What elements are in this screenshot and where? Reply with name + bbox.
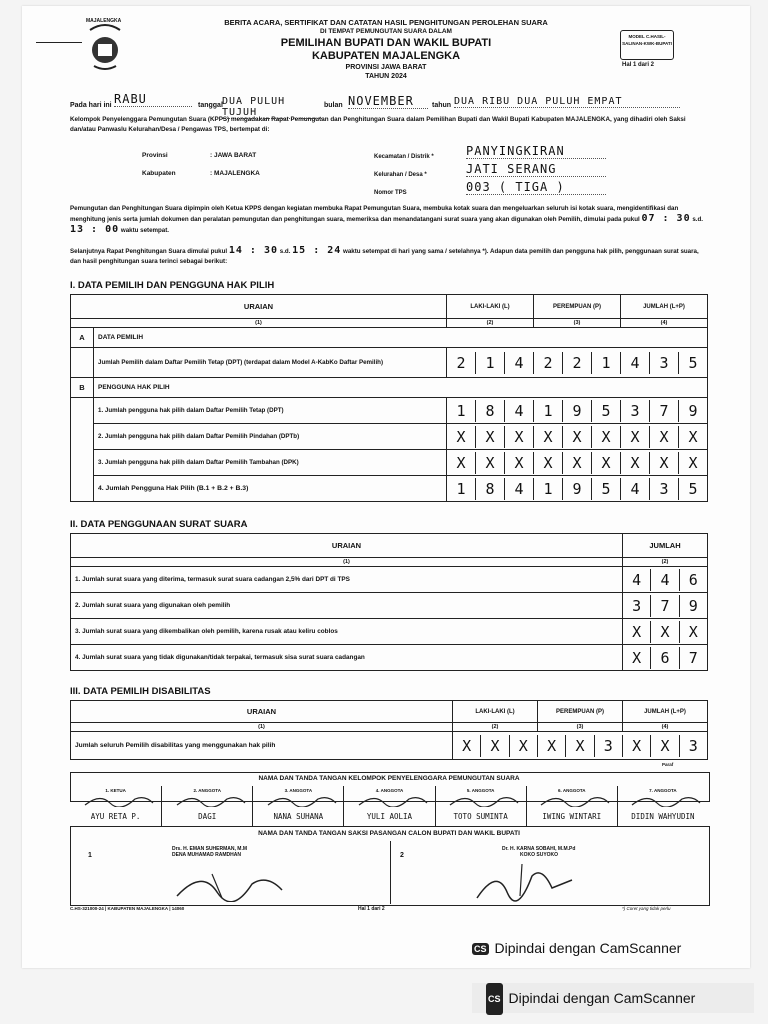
s1-dpt-label: Jumlah Pemilih dalam Daftar Pemilih Tetap (DPT) (terdapat dalam Model A-KabKo Daftar Pemilih): [94, 348, 447, 378]
s2-num2: (2): [623, 558, 708, 567]
digit-b2-2: X: [504, 426, 533, 448]
digit-s2r1-2: 6: [679, 569, 707, 591]
s1-b-spacer2: [71, 424, 94, 450]
kabupaten-value: : MAJALENGKA: [210, 170, 260, 177]
kpps-member-name: IWING WINTARI: [542, 812, 602, 821]
header-line6: TAHUN 2024: [365, 73, 407, 80]
digit-b1-7: 7: [649, 400, 678, 422]
kpps-member-name: DIDIN WAHYUDIN: [631, 812, 695, 821]
paraf-label: Paraf: [662, 762, 674, 767]
kpps-member-signature: [440, 793, 521, 807]
month-value: NOVEMBER: [348, 94, 428, 109]
kpps-member-role: 2. ANGGOTA: [193, 788, 221, 793]
date-label: tanggal: [198, 102, 223, 109]
after-text: waktu setempat.: [120, 227, 170, 234]
digit-b1-8: 9: [678, 400, 707, 422]
kpps-members: [70, 786, 710, 826]
s1-num4: (4): [621, 319, 708, 328]
digit-b2-1: X: [475, 426, 504, 448]
s1-col-uraian: URAIAN: [71, 295, 447, 319]
s1-b4-label: 4. Jumlah Pengguna Hak Pilih (B.1 + B.2 + B.3): [94, 476, 447, 502]
kpps-member: [161, 786, 252, 826]
digit-boxes-s2r3: [623, 621, 707, 643]
s2-col-uraian: URAIAN: [71, 534, 623, 558]
digit-s3r1-5: 3: [594, 735, 622, 757]
digit-b3-8: X: [678, 452, 707, 474]
saksi2-no: 2: [400, 852, 404, 859]
digit-b3-1: X: [475, 452, 504, 474]
s1-b2-digits: [447, 424, 708, 450]
digit-boxes-b4: [447, 478, 707, 500]
digit-s2r3-1: X: [650, 621, 678, 643]
digit-boxes-b2: [447, 426, 707, 448]
digit-b1-1: 8: [475, 400, 504, 422]
date-value: DUA PULUH TUJUH: [222, 96, 322, 119]
s3-col-uraian: URAIAN: [71, 701, 453, 723]
s2-r1-digits: [623, 567, 708, 593]
kpps-member-name: AYU RETA P.: [90, 812, 141, 821]
digit-boxes-s2r4: [623, 647, 707, 669]
s2-num1: (1): [71, 558, 623, 567]
digit-b2-7: X: [649, 426, 678, 448]
digit-b2-0: X: [456, 427, 466, 446]
kpps-member: [617, 786, 708, 826]
camscanner-watermark-1: [472, 940, 681, 956]
s3-r1-label: Jumlah seluruh Pemilih disabilitas yang menggunakan hak pilih: [71, 732, 453, 760]
s1-num1: (1): [71, 319, 447, 328]
s1-b2-label: 2. Jumlah pengguna hak pilih dalam Daftar Pemilih Pindahan (DPTb): [94, 424, 447, 450]
digit-s2r4-1: 6: [650, 647, 678, 669]
digit-s2r1-1: 4: [650, 569, 678, 591]
digit-s3r1-0: X: [462, 736, 472, 755]
saksi1-name1: Drs. H. EMAN SUHERMAN, M.M: [172, 846, 248, 852]
digit-b4-6: 4: [620, 478, 649, 500]
kpps-member-role: 5. ANGGOTA: [466, 788, 495, 793]
s1-b4-digits: [447, 476, 708, 502]
section2-table: [70, 533, 708, 671]
camscanner-watermark-2: [472, 983, 754, 1013]
end-time: 13 : 00: [70, 224, 120, 235]
count-start: 14 : 30: [228, 245, 279, 256]
s1-num3: (3): [534, 319, 621, 328]
saksi1-signature: [172, 864, 292, 902]
digit-b4-7: 3: [649, 478, 678, 500]
kpps-member-name: NANA SUHANA: [273, 812, 324, 821]
camscanner-text-2: Dipindai dengan CamScanner: [508, 990, 696, 1006]
day-label: Pada hari ini: [70, 102, 112, 109]
section1-table: [70, 294, 708, 502]
year-label: tahun: [432, 102, 452, 109]
saksi2-name2: KOKO SUYOKO: [520, 852, 559, 858]
year-value: DUA RIBU DUA PULUH EMPAT: [454, 96, 680, 108]
digit-s3r1-1: X: [480, 735, 508, 757]
digit-dpt-6: 4: [620, 352, 649, 374]
s1-dpt-digits: [447, 348, 708, 378]
digit-b4-3: 1: [533, 478, 562, 500]
s1-b-spacer4: [71, 476, 94, 502]
paragraph-2: [70, 246, 708, 267]
s3-col-l: LAKI-LAKI (L): [453, 701, 538, 723]
s1-b3-label: 3. Jumlah pengguna hak pilih dalam Daftar Pemilih Tambahan (DPK): [94, 450, 447, 476]
kecamatan-label: Kecamatan / Distrik *: [374, 154, 434, 160]
section3-table: [70, 700, 708, 760]
kpps-member-role: 1. KETUA: [105, 788, 126, 793]
kpps-member-role: 7. ANGGOTA: [649, 788, 677, 793]
s1-a: A: [71, 328, 94, 348]
digit-b4-0: 1: [456, 479, 466, 498]
kelurahan-label: Kelurahan / Desa *: [374, 172, 427, 178]
digit-s3r1-3: X: [537, 735, 565, 757]
digit-s2r3-2: X: [679, 621, 707, 643]
header-page: Hal 1 dari 2: [622, 62, 655, 68]
s3-num4: (4): [623, 723, 708, 732]
digit-b4-2: 4: [504, 478, 533, 500]
saksi2-name1: Dr. H. KARNA SOBAHI, M.M.Pd: [502, 846, 576, 852]
kelurahan-value: JATI SERANG: [466, 162, 606, 177]
start-time: 07 : 30: [641, 213, 691, 224]
paragraph-2-text: Selanjutnya Rapat Penghitungan Suara dimulai pukul: [70, 248, 228, 255]
tps-value: 003 ( TIGA ): [466, 180, 606, 195]
footer-code: C.HS-321000-24 | KABUPATEN MAJALENGKA | 14060: [70, 906, 185, 911]
header-line5: PROVINSI JAWA BARAT: [345, 64, 427, 71]
camscanner-text-1: Dipindai dengan CamScanner: [494, 940, 682, 956]
digit-b1-6: 3: [620, 400, 649, 422]
kpps-member: [70, 786, 161, 826]
paragraph-1: [70, 204, 708, 236]
section2-title: II. DATA PENGGUNAAN SURAT SUARA: [70, 519, 248, 530]
digit-s2r2-2: 9: [679, 595, 707, 617]
kpps-member-signature: [167, 793, 248, 807]
s1-col-j: JUMLAH (L+P): [621, 295, 708, 319]
digit-boxes-s2r2: [623, 595, 707, 617]
kpps-member-role: 6. ANGGOTA: [558, 788, 586, 793]
s1-col-p: PEREMPUAN (P): [534, 295, 621, 319]
kpps-member-name: YULI AOLIA: [366, 812, 413, 821]
s3-r1-digits: [453, 732, 708, 760]
camscanner-icon-2: CS: [486, 983, 503, 1015]
kpps-member-signature: [258, 793, 339, 807]
s2-r2-label: 2. Jumlah surat suara yang digunakan oleh pemilih: [71, 593, 623, 619]
kpps-member: [435, 786, 526, 826]
kpps-member-role: 3. ANGGOTA: [284, 788, 313, 793]
provinsi-label: Provinsi: [142, 152, 168, 159]
digit-boxes-dpt: [447, 352, 707, 374]
header-line3: PEMILIHAN BUPATI DAN WAKIL BUPATI: [280, 37, 492, 49]
kpps-member: [252, 786, 343, 826]
count-end: 15 : 24: [292, 245, 342, 256]
kpps-member-signature: [349, 793, 430, 807]
section1-title: I. DATA PEMILIH DAN PENGGUNA HAK PILIH: [70, 280, 275, 291]
digit-b2-8: X: [678, 426, 707, 448]
digit-s3r1-4: X: [565, 735, 593, 757]
digit-dpt-1: 1: [475, 352, 504, 374]
kpps-member: [343, 786, 434, 826]
kabupaten-label: Kabupaten: [142, 170, 176, 177]
digit-s3r1-8: 3: [679, 735, 707, 757]
s1-b3-digits: [447, 450, 708, 476]
kpps-title: NAMA DAN TANDA TANGAN KELOMPOK PENYELENGGARA PEMUNGUTAN SUARA: [258, 775, 520, 782]
s2-r2-digits: [623, 593, 708, 619]
s1-b1-label: 1. Jumlah pengguna hak pilih dalam Daftar Pemilih Tetap (DPT): [94, 398, 447, 424]
s1-a-title: DATA PEMILIH: [94, 328, 708, 348]
s1-a-spacer: [71, 348, 94, 378]
digit-dpt-3: 2: [533, 352, 562, 374]
s3-col-p: PEREMPUAN (P): [538, 701, 623, 723]
digit-b3-2: X: [504, 452, 533, 474]
saksi1-no: 1: [88, 852, 92, 859]
digit-s2r1-0: 4: [632, 570, 642, 589]
kpps-member-name: TOTO SUMINTA: [453, 812, 508, 821]
saksi-divider: [390, 841, 391, 904]
s1-b-spacer3: [71, 450, 94, 476]
digit-b3-4: X: [562, 452, 591, 474]
digit-b3-7: X: [649, 452, 678, 474]
digit-b3-6: X: [620, 452, 649, 474]
digit-b2-5: X: [591, 426, 620, 448]
s1-b-title: PENGGUNA HAK PILIH: [94, 378, 708, 398]
kpps-member-role: 4. ANGGOTA: [375, 788, 404, 793]
s2-col-j: JUMLAH: [623, 534, 708, 558]
saksi1-name2: DENA MUHAMAD RAMDHAN: [172, 852, 241, 858]
digit-b1-0: 1: [456, 401, 466, 420]
kpps-member-signature: [531, 793, 612, 807]
form-document: [22, 6, 750, 968]
sd-label-2: s.d.: [279, 248, 291, 255]
saksi2-signature: [472, 858, 592, 902]
saksi-title: NAMA DAN TANDA TANGAN SAKSI PASANGAN CALON BUPATI DAN WAKIL BUPATI: [258, 830, 520, 837]
digit-dpt-0: 2: [456, 353, 466, 372]
s3-col-j: JUMLAH (L+P): [623, 701, 708, 723]
s1-b-spacer1: [71, 398, 94, 424]
s1-col-l: LAKI-LAKI (L): [447, 295, 534, 319]
camscanner-icon: CS: [474, 944, 487, 955]
kpps-member: [526, 786, 617, 826]
digit-s3r1-6: X: [622, 735, 650, 757]
paragraph-2-after: waktu setempat di hari yang sama / setelahnya *). Adapun data pemilih dan pengguna hak pilih, penggunaan surat suara, dan hasil penghitungan suara terinci sebagai berikut:: [70, 248, 699, 265]
digit-s2r4-0: X: [632, 648, 642, 667]
digit-b2-3: X: [533, 426, 562, 448]
intro-text: Kelompok Penyelenggara Pemungutan Suara (KPPS) mengadakan Rapat Pemungutan dan Penghitungan Suara dalam Pemilihan Bupati dan Wakil Bupati Kabupaten MAJALENGKA, yang dihadiri oleh Saksi dan/atau Panwaslu Kelurahan/Desa / Pengawas TPS, bertempat di:: [70, 116, 686, 133]
model-box: MODEL C.HASIL-SALINAN-KWK-BUPATI: [620, 30, 674, 60]
digit-b1-4: 9: [562, 400, 591, 422]
kpps-member-signature: [75, 793, 156, 807]
digit-boxes-b1: [447, 400, 707, 422]
s1-b1-digits: [447, 398, 708, 424]
header-line1: BERITA ACARA, SERTIFIKAT DAN CATATAN HASIL PENGHITUNGAN PEROLEHAN SUARA: [224, 18, 548, 27]
sd-label: s.d.: [692, 216, 704, 223]
s2-r3-digits: [623, 619, 708, 645]
digit-b2-4: X: [562, 426, 591, 448]
digit-b4-1: 8: [475, 478, 504, 500]
s2-r4-label: 4. Jumlah surat suara yang tidak digunakan/tidak terpakai, termasuk sisa surat suara cadangan: [71, 645, 623, 671]
s1-num2: (2): [447, 319, 534, 328]
digit-dpt-4: 2: [562, 352, 591, 374]
digit-s3r1-7: X: [650, 735, 678, 757]
digit-b4-8: 5: [678, 478, 707, 500]
digit-b1-5: 5: [591, 400, 620, 422]
s3-num2: (2): [453, 723, 538, 732]
digit-s3r1-2: X: [509, 735, 537, 757]
digit-b3-3: X: [533, 452, 562, 474]
s3-num3: (3): [538, 723, 623, 732]
digit-s2r2-0: 3: [632, 596, 642, 615]
digit-b3-5: X: [591, 452, 620, 474]
footer-note: *) Coret yang tidak perlu: [622, 906, 671, 911]
digit-boxes-s3r1: [453, 735, 707, 757]
digit-b4-5: 5: [591, 478, 620, 500]
footer-page: Hal 1 dari 2: [358, 906, 385, 912]
kecamatan-value: PANYINGKIRAN: [466, 144, 606, 159]
header-line2: DI TEMPAT PEMUNGUTAN SUARA DALAM: [320, 28, 452, 35]
kpps-member-name: DAGI: [198, 812, 217, 821]
digit-b3-0: X: [456, 453, 466, 472]
s2-r3-label: 3. Jumlah surat suara yang dikembalikan oleh pemilih, karena rusak atau keliru coblos: [71, 619, 623, 645]
month-label: bulan: [324, 102, 343, 109]
digit-dpt-8: 5: [678, 352, 707, 374]
header-line4: KABUPATEN MAJALENGKA: [311, 50, 461, 62]
s2-r4-digits: [623, 645, 708, 671]
day-value: RABU: [114, 92, 192, 107]
paragraph-1-text: Pemungutan dan Penghitungan Suara dipimpin oleh Ketua KPPS dengan kegiatan membuka Rapat Pemungutan Suara, membuka kotak suara dan mengeluarkan seluruh isi kotak suara, mengidentifikasi dan menghitung jenis serta jumlah dokumen dan peralatan pemungutan dan penghitungan suara, memeriksa dan menandatangani surat suara yang akan digunakan oleh Pemilih, dimulai pada pukul: [70, 205, 679, 223]
logo-label: MAJALENGKA: [86, 18, 122, 24]
section3-title: III. DATA PEMILIH DISABILITAS: [70, 686, 211, 697]
digit-s2r3-0: X: [632, 622, 642, 641]
digit-dpt-5: 1: [591, 352, 620, 374]
digit-dpt-2: 4: [504, 352, 533, 374]
digit-b4-4: 9: [562, 478, 591, 500]
digit-b1-3: 1: [533, 400, 562, 422]
s1-b: B: [71, 378, 94, 398]
provinsi-value: : JAWA BARAT: [210, 152, 257, 159]
digit-boxes-s2r1: [623, 569, 707, 591]
digit-b1-2: 4: [504, 400, 533, 422]
digit-s2r4-2: 7: [679, 647, 707, 669]
digit-dpt-7: 3: [649, 352, 678, 374]
s2-r1-label: 1. Jumlah surat suara yang diterima, termasuk surat suara cadangan 2,5% dari DPT di TPS: [71, 567, 623, 593]
tps-label: Nomor TPS: [374, 190, 407, 196]
kpps-member-signature: [622, 793, 703, 807]
digit-s2r2-1: 7: [650, 595, 678, 617]
digit-b2-6: X: [620, 426, 649, 448]
s3-num1: (1): [71, 723, 453, 732]
digit-boxes-b3: [447, 452, 707, 474]
